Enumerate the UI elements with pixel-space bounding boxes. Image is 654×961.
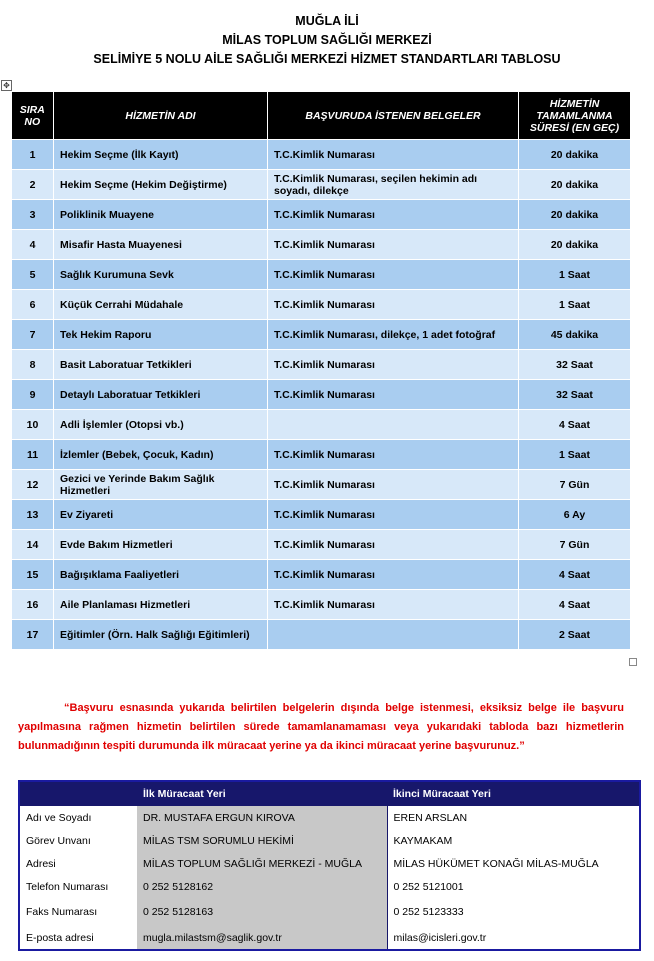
row-number: 16 <box>12 590 54 620</box>
row-number: 17 <box>12 620 54 650</box>
completion-time: 1 Saat <box>519 440 631 470</box>
contact-table <box>18 780 641 951</box>
required-documents: T.C.Kimlik Numarası <box>268 290 519 320</box>
table-row <box>12 140 631 170</box>
contact-row <box>19 852 640 875</box>
contact-label: Adresi <box>26 857 56 870</box>
service-name: Ev Ziyareti <box>54 500 268 530</box>
required-documents: T.C.Kimlik Numarası <box>268 530 519 560</box>
row-number: 6 <box>12 290 54 320</box>
header-duration: HİZMETİN TAMAMLANMA SÜRESİ (EN GEÇ) <box>519 92 631 140</box>
contact-label: Telefon Numarası <box>26 880 109 893</box>
required-documents: T.C.Kimlik Numarası <box>268 140 519 170</box>
table-row <box>12 350 631 380</box>
header-docs: BAŞVURUDA İSTENEN BELGELER <box>268 92 519 140</box>
table-row <box>12 560 631 590</box>
table-row <box>12 440 631 470</box>
required-documents: T.C.Kimlik Numarası <box>268 200 519 230</box>
service-name: Bağışıklama Faaliyetleri <box>54 560 268 590</box>
contact-row <box>19 898 640 926</box>
completion-time: 32 Saat <box>519 350 631 380</box>
row-number: 1 <box>12 140 54 170</box>
service-name: Hekim Seçme (Hekim Değiştirme) <box>54 170 268 200</box>
table-resize-handle[interactable] <box>629 658 637 666</box>
completion-time: 20 dakika <box>519 230 631 260</box>
table-row <box>12 590 631 620</box>
service-name: Hekim Seçme (İlk Kayıt) <box>54 140 268 170</box>
row-number: 9 <box>12 380 54 410</box>
table-header-row <box>12 92 631 140</box>
row-number: 11 <box>12 440 54 470</box>
row-number: 2 <box>12 170 54 200</box>
row-number: 15 <box>12 560 54 590</box>
completion-time: 2 Saat <box>519 620 631 650</box>
first-contact-value: MİLAS TOPLUM SAĞLIĞI MERKEZİ - MUĞLA <box>137 852 387 875</box>
first-contact-value: MİLAS TSM SORUMLU HEKİMİ <box>137 829 387 852</box>
row-number: 10 <box>12 410 54 440</box>
required-documents: T.C.Kimlik Numarası <box>268 380 519 410</box>
contact-row <box>19 806 640 829</box>
table-row <box>12 290 631 320</box>
required-documents <box>268 620 519 650</box>
contact-label: E-posta adresi <box>26 931 94 944</box>
table-row <box>12 380 631 410</box>
first-contact-value: DR. MUSTAFA ERGUN KIROVA <box>137 806 387 829</box>
service-name: Tek Hekim Raporu <box>54 320 268 350</box>
required-documents: T.C.Kimlik Numarası <box>268 260 519 290</box>
contact-header-first: İlk Müracaat Yeri <box>137 781 387 806</box>
service-name: Misafir Hasta Muayenesi <box>54 230 268 260</box>
completion-time: 1 Saat <box>519 290 631 320</box>
required-documents: T.C.Kimlik Numarası <box>268 230 519 260</box>
service-name: Poliklinik Muayene <box>54 200 268 230</box>
contact-header-label <box>19 781 137 806</box>
service-name: Aile Planlaması Hizmetleri <box>54 590 268 620</box>
table-row <box>12 260 631 290</box>
row-number: 12 <box>12 470 54 500</box>
second-contact-value: milas@icisleri.gov.tr <box>387 926 640 950</box>
service-name: Basit Laboratuar Tetkikleri <box>54 350 268 380</box>
completion-time: 7 Gün <box>519 470 631 500</box>
required-documents: T.C.Kimlik Numarası <box>268 440 519 470</box>
title-line-center: MİLAS TOPLUM SAĞLIĞI MERKEZİ <box>222 33 432 47</box>
title-line-table: SELİMİYE 5 NOLU AİLE SAĞLIĞI MERKEZİ HİZMET STANDARTLARI TABLOSU <box>93 52 561 66</box>
completion-time: 7 Gün <box>519 530 631 560</box>
completion-time: 20 dakika <box>519 170 631 200</box>
table-row <box>12 620 631 650</box>
service-name: Eğitimler (Örn. Halk Sağlığı Eğitimleri) <box>54 620 268 650</box>
table-row <box>12 500 631 530</box>
contact-row <box>19 875 640 898</box>
service-standards-table <box>11 92 631 650</box>
table-row <box>12 200 631 230</box>
required-documents <box>268 410 519 440</box>
contact-row <box>19 829 640 852</box>
service-name: İzlemler (Bebek, Çocuk, Kadın) <box>54 440 268 470</box>
header-no: SIRA NO <box>12 92 54 140</box>
row-number: 4 <box>12 230 54 260</box>
service-name: Evde Bakım Hizmetleri <box>54 530 268 560</box>
contact-header-second: İkinci Müracaat Yeri <box>387 781 640 806</box>
completion-time: 32 Saat <box>519 380 631 410</box>
contact-label: Faks Numarası <box>26 906 98 918</box>
second-contact-value: 0 252 5121001 <box>387 875 640 898</box>
required-documents: T.C.Kimlik Numarası <box>268 590 519 620</box>
row-number: 13 <box>12 500 54 530</box>
first-contact-value: mugla.milastsm@saglik.gov.tr <box>137 926 387 950</box>
completion-time: 20 dakika <box>519 200 631 230</box>
document-title <box>0 12 654 69</box>
completion-time: 1 Saat <box>519 260 631 290</box>
completion-time: 4 Saat <box>519 590 631 620</box>
required-documents: T.C.Kimlik Numarası <box>268 470 519 500</box>
required-documents: T.C.Kimlik Numarası, dilekçe, 1 adet fotoğraf <box>268 320 519 350</box>
table-row <box>12 470 631 500</box>
service-name: Küçük Cerrahi Müdahale <box>54 290 268 320</box>
complaint-note: “Başvuru esnasında yukarıda belirtilen belgelerin dışında belge istenmesi, eksiksiz belge ile başvuru yapılmasına rağmen hizmetin belirtilen sürede tamamlanamaması veya yukarıdaki tabloda bazı hizmetlerin bulunmadığının tespiti durumunda ilk müracaat yerine ya da ikinci müracaat yerine başvurunuz.” <box>18 702 624 752</box>
completion-time: 20 dakika <box>519 140 631 170</box>
service-name: Sağlık Kurumuna Sevk <box>54 260 268 290</box>
contact-label: Görev Unvanı <box>26 834 91 847</box>
table-row <box>12 410 631 440</box>
second-contact-value: MİLAS HÜKÜMET KONAĞI MİLAS-MUĞLA <box>387 852 640 875</box>
required-documents: T.C.Kimlik Numarası <box>268 500 519 530</box>
service-name: Detaylı Laboratuar Tetkikleri <box>54 380 268 410</box>
first-contact-value: 0 252 5128162 <box>137 875 387 898</box>
contact-header-row <box>19 781 640 806</box>
completion-time: 6 Ay <box>519 500 631 530</box>
row-number: 14 <box>12 530 54 560</box>
second-contact-value: KAYMAKAM <box>387 829 640 852</box>
table-row <box>12 170 631 200</box>
contact-label: Adı ve Soyadı <box>26 811 92 824</box>
required-documents: T.C.Kimlik Numarası, seçilen hekimin adı soyadı, dilekçe <box>268 170 519 200</box>
second-contact-value: 0 252 5123333 <box>387 898 640 926</box>
first-contact-value: 0 252 5128163 <box>137 898 387 926</box>
contact-row <box>19 926 640 950</box>
completion-time: 4 Saat <box>519 560 631 590</box>
row-number: 7 <box>12 320 54 350</box>
completion-time: 45 dakika <box>519 320 631 350</box>
table-row <box>12 320 631 350</box>
completion-time: 4 Saat <box>519 410 631 440</box>
required-documents: T.C.Kimlik Numarası <box>268 560 519 590</box>
header-service: HİZMETİN ADI <box>54 92 268 140</box>
table-row <box>12 530 631 560</box>
row-number: 8 <box>12 350 54 380</box>
row-number: 3 <box>12 200 54 230</box>
title-line-province: MUĞLA İLİ <box>295 14 359 28</box>
service-name: Adli İşlemler (Otopsi vb.) <box>54 410 268 440</box>
row-number: 5 <box>12 260 54 290</box>
table-row <box>12 230 631 260</box>
required-documents: T.C.Kimlik Numarası <box>268 350 519 380</box>
table-move-handle-icon[interactable]: ✥ <box>1 80 12 91</box>
service-name: Gezici ve Yerinde Bakım Sağlık Hizmetleri <box>54 470 268 500</box>
second-contact-value: EREN ARSLAN <box>387 806 640 829</box>
